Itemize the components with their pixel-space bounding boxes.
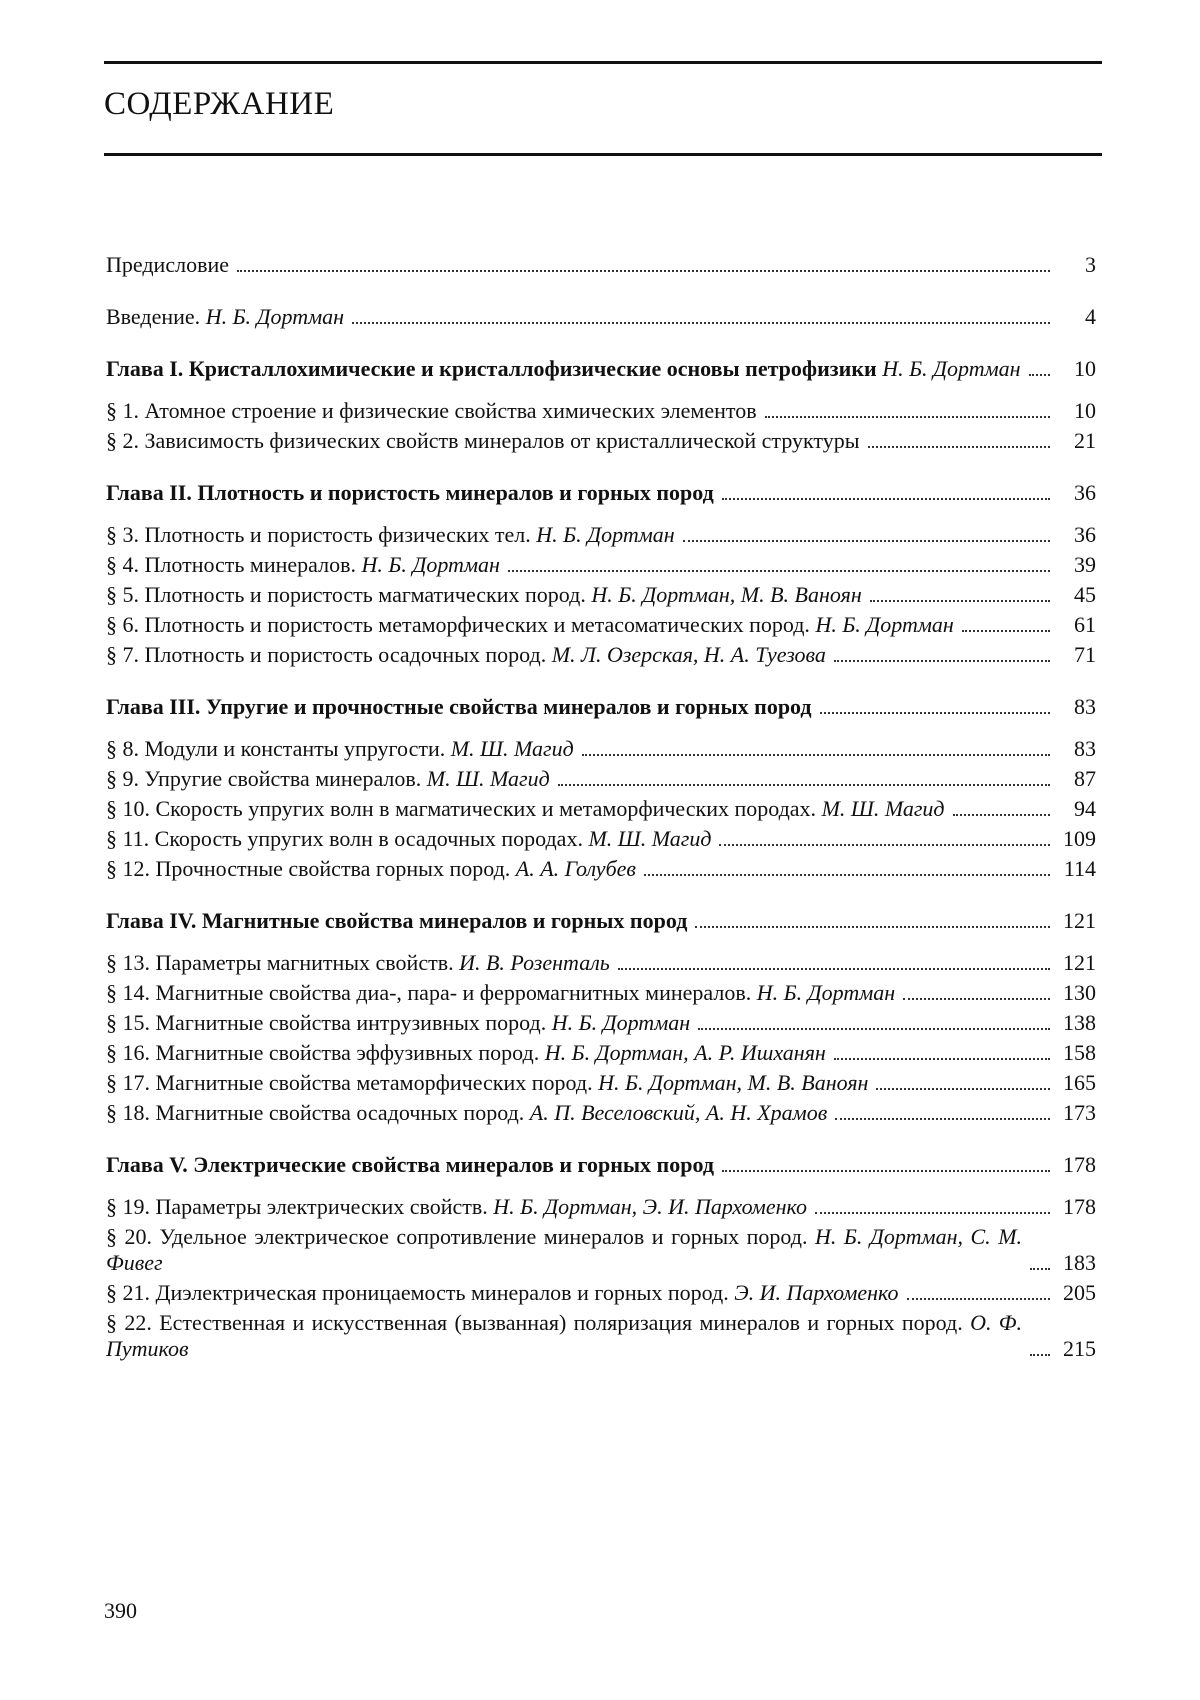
toc-entry-author: Н. Б. Дортман, М. В. Ваноян [598, 1070, 869, 1095]
dot-leader [1030, 1268, 1050, 1270]
toc-entry-text [106, 766, 550, 792]
table-of-contents [106, 252, 1096, 1362]
toc-entry-page: 121 [1063, 908, 1096, 933]
dot-leader [508, 570, 1050, 572]
toc-entry-page: 178 [1063, 1194, 1096, 1219]
toc-entry-text [106, 736, 574, 762]
dot-leader [644, 874, 1050, 876]
toc-entry-page: 21 [1074, 428, 1096, 453]
toc-entry-author: Н. Б. Дортман [756, 980, 896, 1005]
toc-entry-page: 121 [1063, 950, 1096, 975]
toc-entry-text [106, 796, 945, 822]
toc-section-entry [106, 736, 1096, 762]
toc-entry-page: 158 [1063, 1040, 1096, 1065]
toc-entry-author: Н. Б. Дортман, М. В. Ваноян [591, 582, 862, 607]
toc-entry-text [106, 552, 500, 578]
toc-front-entry [106, 304, 1096, 330]
dot-leader [834, 660, 1050, 662]
toc-entry-author: М. Ш. Магид [821, 796, 945, 821]
dot-leader [1029, 374, 1050, 376]
toc-entry-page: 205 [1063, 1280, 1096, 1305]
toc-entry-page: 87 [1074, 766, 1096, 791]
toc-section-entry [106, 856, 1096, 882]
toc-entry-label: § 8. Модули и константы упругости. [106, 736, 446, 761]
toc-entry-label: § 7. Плотность и пористость осадочных пород. [106, 642, 547, 667]
toc-entry-label: § 13. Параметры магнитных свойств. [106, 950, 454, 975]
toc-entry-page: 183 [1063, 1250, 1096, 1275]
toc-entry-label: § 14. Магнитные свойства диа-, пара- и ферромагнитных минералов. [106, 980, 752, 1005]
dot-leader [352, 322, 1050, 324]
dot-leader [907, 1298, 1051, 1300]
toc-entry-label: § 21. Диэлектрическая проницаемость минералов и горных пород. [106, 1280, 729, 1305]
toc-entry-label: Глава I. Кристаллохимические и кристаллофизические основы петрофизики [106, 356, 877, 381]
toc-section-entry [106, 826, 1096, 852]
toc-entry-author: А. П. Веселовский, А. Н. Храмов [529, 1100, 828, 1125]
dot-leader [582, 754, 1050, 756]
toc-entry-label: § 5. Плотность и пористость магматических пород. [106, 582, 586, 607]
toc-entry-author: Н. Б. Дортман, А. Р. Ишханян [544, 1040, 826, 1065]
dot-leader [903, 998, 1050, 1000]
toc-entry-text [106, 694, 812, 720]
toc-section-entry [106, 1100, 1096, 1126]
toc-entry-page: 71 [1074, 642, 1096, 667]
toc-entry-label: § 2. Зависимость физических свойств минералов от кристаллической структуры [106, 428, 860, 453]
toc-entry-author: Н. Б. Дортман, С. М. Фивег [106, 1224, 1023, 1275]
top-rule [104, 61, 1102, 64]
page-title: СОДЕРЖАНИЕ [104, 86, 335, 122]
toc-section-entry [106, 796, 1096, 822]
toc-entry-label: § 9. Упругие свойства минералов. [106, 766, 422, 791]
dot-leader [558, 784, 1050, 786]
dot-leader [953, 814, 1050, 816]
toc-entry-page: 109 [1063, 826, 1096, 851]
toc-section-entry [106, 1280, 1096, 1306]
toc-entry-page: 114 [1063, 856, 1096, 881]
toc-section-entry [106, 552, 1096, 578]
toc-section-entry [106, 1040, 1096, 1066]
toc-entry-label: Предисловие [106, 252, 229, 277]
toc-section-entry [106, 766, 1096, 792]
toc-entry-page: 178 [1063, 1152, 1096, 1177]
toc-entry-author: Н. Б. Дортман [361, 552, 500, 577]
dot-leader [237, 270, 1050, 272]
toc-entry-text [106, 1194, 807, 1220]
toc-entry-author: Н. Б. Дортман, Э. И. Пархоменко [493, 1194, 807, 1219]
toc-entry-label: Глава III. Упругие и прочностные свойства минералов и горных пород [106, 694, 812, 719]
toc-entry-text [106, 1152, 714, 1178]
toc-entry-text [106, 856, 636, 882]
toc-entry-author: Н. Б. Дортман [536, 522, 675, 547]
dot-leader [698, 1028, 1050, 1030]
toc-entry-label: § 19. Параметры электрических свойств. [106, 1194, 488, 1219]
toc-entry-text [106, 398, 757, 424]
toc-section-entry [106, 522, 1096, 548]
toc-entry-label: Глава II. Плотность и пористость минералов и горных пород [106, 480, 714, 505]
toc-entry-author: Н. Б. Дортман [882, 356, 1021, 381]
dot-leader [870, 600, 1050, 602]
dot-leader [834, 1058, 1050, 1060]
toc-chapter-entry [106, 356, 1096, 382]
dot-leader [876, 1088, 1050, 1090]
toc-entry-author: Н. Б. Дортман [815, 612, 954, 637]
toc-entry-text [106, 428, 860, 454]
toc-entry-page: 215 [1063, 1336, 1096, 1361]
toc-entry-label: § 18. Магнитные свойства осадочных пород. [106, 1100, 525, 1125]
dot-leader [868, 446, 1050, 448]
toc-entry-page: 61 [1074, 612, 1096, 637]
toc-entry-author: М. Ш. Магид [588, 826, 712, 851]
toc-entry-text [106, 252, 229, 278]
toc-entry-label: § 6. Плотность и пористость метаморфических и метасоматических пород. [106, 612, 810, 637]
toc-entry-text [106, 826, 711, 852]
dot-leader [815, 1212, 1050, 1214]
toc-section-entry [106, 428, 1096, 454]
dot-leader [962, 630, 1050, 632]
toc-section-entry [106, 1194, 1096, 1220]
toc-entry-label: § 22. Естественная и искусственная (вызванная) поляризация минералов и горных пород. [106, 1310, 963, 1335]
toc-section-entry [106, 1010, 1096, 1036]
toc-entry-author: А. А. Голубев [515, 856, 636, 881]
toc-entry-text [106, 1224, 1022, 1276]
toc-entry-label: § 20. Удельное электрическое сопротивление минералов и горных пород. [106, 1224, 808, 1249]
toc-chapter-entry [106, 1152, 1096, 1178]
toc-entry-text [106, 480, 714, 506]
toc-entry-text [106, 304, 344, 330]
toc-section-entry [106, 612, 1096, 638]
toc-entry-page: 39 [1074, 552, 1096, 577]
toc-entry-text [106, 612, 954, 638]
toc-section-entry [106, 582, 1096, 608]
dot-leader [722, 1170, 1050, 1172]
toc-entry-text [106, 642, 826, 668]
dot-leader [820, 712, 1050, 714]
toc-entry-author: М. Л. Озерская, Н. А. Туезова [551, 642, 826, 667]
toc-entry-text [106, 1070, 868, 1096]
toc-entry-author: Э. И. Пархоменко [734, 1280, 899, 1305]
toc-entry-page: 36 [1074, 522, 1096, 547]
toc-entry-author: И. В. Розенталь [459, 950, 610, 975]
dot-leader [695, 926, 1050, 928]
toc-entry-label: § 11. Скорость упругих волн в осадочных породах. [106, 826, 583, 851]
toc-entry-label: § 4. Плотность минералов. [106, 552, 356, 577]
toc-entry-label: § 16. Магнитные свойства эффузивных пород. [106, 1040, 540, 1065]
toc-entry-page: 45 [1074, 582, 1096, 607]
toc-entry-author: Н. Б. Дортман [205, 304, 345, 329]
toc-front-entry [106, 252, 1096, 278]
toc-entry-author: М. Ш. Магид [426, 766, 550, 791]
toc-section-entry [106, 1224, 1096, 1276]
toc-section-entry [106, 980, 1096, 1006]
toc-entry-page: 130 [1063, 980, 1096, 1005]
toc-section-entry [106, 950, 1096, 976]
toc-entry-text [106, 1100, 827, 1126]
dot-leader [719, 844, 1050, 846]
toc-entry-page: 10 [1074, 356, 1096, 381]
toc-entry-text [106, 950, 610, 976]
dot-leader [683, 540, 1050, 542]
page-number: 390 [104, 1598, 137, 1623]
toc-entry-text [106, 1310, 1022, 1362]
toc-entry-text [106, 908, 687, 934]
toc-entry-text [106, 1280, 899, 1306]
toc-chapter-entry [106, 908, 1096, 934]
dot-leader [835, 1118, 1050, 1120]
dot-leader [765, 416, 1050, 418]
toc-section-entry [106, 1310, 1096, 1362]
toc-entry-label: § 3. Плотность и пористость физических тел. [106, 522, 531, 547]
toc-entry-author: Н. Б. Дортман [551, 1010, 691, 1035]
toc-section-entry [106, 1070, 1096, 1096]
toc-entry-text [106, 1010, 690, 1036]
toc-entry-label: § 10. Скорость упругих волн в магматических и метаморфических породах. [106, 796, 817, 821]
toc-entry-page: 173 [1063, 1100, 1096, 1125]
toc-entry-label: Глава IV. Магнитные свойства минералов и горных пород [106, 908, 688, 933]
toc-entry-author: О. Ф. Путиков [106, 1310, 1022, 1361]
toc-entry-page: 83 [1074, 736, 1096, 761]
toc-entry-page: 138 [1063, 1010, 1096, 1035]
toc-entry-text [106, 582, 862, 608]
toc-entry-text [106, 356, 1021, 382]
toc-entry-page: 4 [1085, 304, 1096, 329]
toc-entry-page: 165 [1063, 1070, 1096, 1095]
toc-entry-text [106, 980, 895, 1006]
toc-entry-label: § 12. Прочностные свойства горных пород. [106, 856, 511, 881]
toc-entry-label: Введение. [106, 304, 201, 329]
toc-entry-page: 83 [1074, 694, 1096, 719]
toc-entry-text [106, 1040, 826, 1066]
dot-leader [618, 968, 1050, 970]
toc-entry-label: Глава V. Электрические свойства минералов и горных пород [106, 1152, 714, 1177]
toc-entry-page: 10 [1074, 398, 1096, 423]
toc-entry-page: 3 [1085, 252, 1096, 277]
toc-section-entry [106, 642, 1096, 668]
dot-leader [722, 498, 1050, 500]
toc-entry-label: § 1. Атомное строение и физические свойства химических элементов [106, 398, 757, 423]
toc-chapter-entry [106, 480, 1096, 506]
toc-entry-page: 36 [1074, 480, 1096, 505]
toc-chapter-entry [106, 694, 1096, 720]
toc-entry-page: 94 [1074, 796, 1096, 821]
toc-entry-label: § 15. Магнитные свойства интрузивных пород. [106, 1010, 547, 1035]
title-underline [104, 153, 1102, 156]
dot-leader [1030, 1354, 1050, 1356]
toc-entry-label: § 17. Магнитные свойства метаморфических пород. [106, 1070, 593, 1095]
toc-section-entry [106, 398, 1096, 424]
toc-entry-author: М. Ш. Магид [450, 736, 574, 761]
toc-entry-text [106, 522, 675, 548]
